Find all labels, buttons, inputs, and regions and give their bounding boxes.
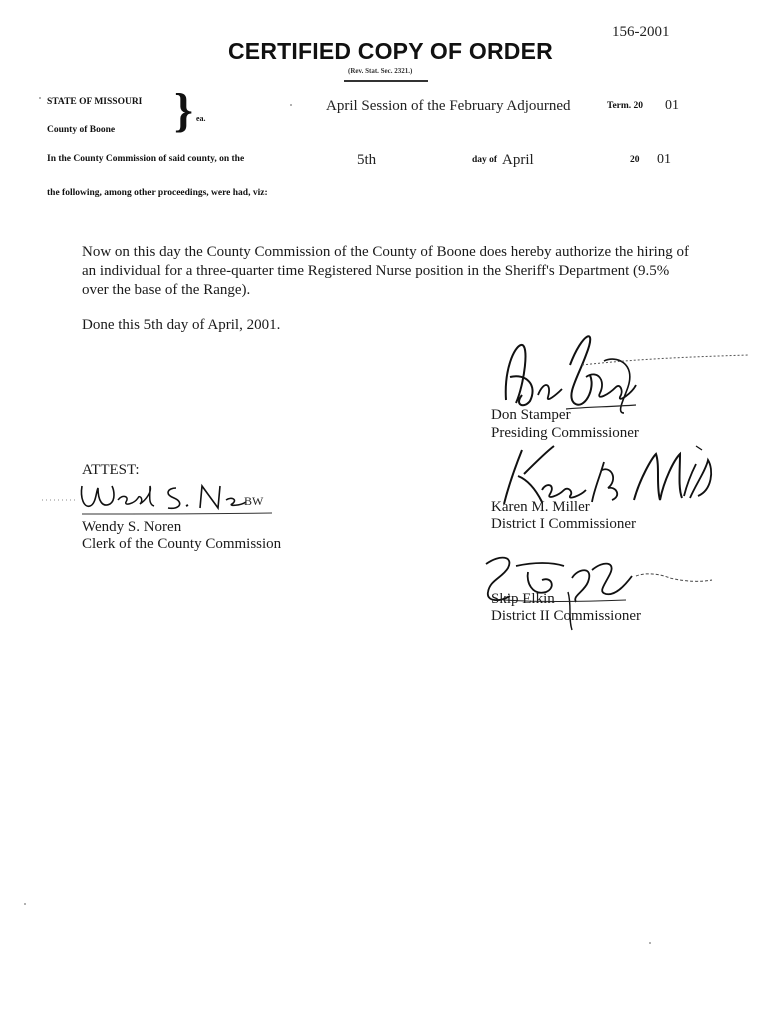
clerk-initials: BW [244, 494, 264, 508]
year-value: 01 [657, 152, 671, 167]
district-2-commissioner-name: Skip Elkin [491, 591, 555, 607]
order-text: Now on this day the County Commission of the County of Boone does hereby authorize the hiring of an individual for a three-quarter time Registered Nurse position in the Sheriff's Department (9.5% over the base of the Range). [82, 244, 690, 298]
statute-reference: (Rev. Stat. Sec. 2321.) [348, 67, 413, 75]
presiding-commissioner-signature [486, 325, 756, 415]
clerk-title: Clerk of the County Commission [82, 536, 282, 552]
district-1-commissioner-title: District I Commissioner [491, 516, 636, 532]
presiding-commissioner-title: Presiding Commissioner [491, 425, 639, 441]
proceedings-line: the following, among other proceedings, were had, viz: [47, 188, 268, 198]
day-label: day of [472, 155, 498, 165]
year-label: 20 [630, 155, 640, 165]
scan-speck [39, 97, 41, 99]
done-line: Done this 5th day of April, 2001. [82, 317, 281, 333]
month-value: April [502, 152, 534, 168]
district-1-commissioner-signature [484, 440, 724, 508]
document-title: CERTIFIED COPY OF ORDER [228, 38, 553, 64]
attest-label: ATTEST: [82, 462, 140, 478]
scan-speck [290, 104, 292, 106]
term-value: 01 [665, 98, 679, 113]
presiding-commissioner-name: Don Stamper [491, 407, 571, 423]
clerk-name: Wendy S. Noren [82, 519, 182, 535]
day-value: 5th [357, 152, 377, 168]
brace-mark: } [174, 84, 193, 137]
district-1-commissioner-name: Karen M. Miller [491, 499, 590, 515]
county-label: County of Boone [47, 125, 116, 135]
ss-label: ea. [196, 114, 206, 123]
title-underline [344, 80, 428, 82]
term-label: Term. 20 [607, 101, 644, 111]
district-2-commissioner-title: District II Commissioner [491, 608, 641, 624]
session-text: April Session of the February Adjourned [326, 98, 571, 114]
commission-line: In the County Commission of said county, on the [47, 154, 245, 164]
scan-speck [649, 942, 651, 944]
order-number: 156-2001 [612, 24, 670, 40]
scan-speck [24, 903, 26, 905]
state-label: STATE OF MISSOURI [47, 97, 143, 107]
